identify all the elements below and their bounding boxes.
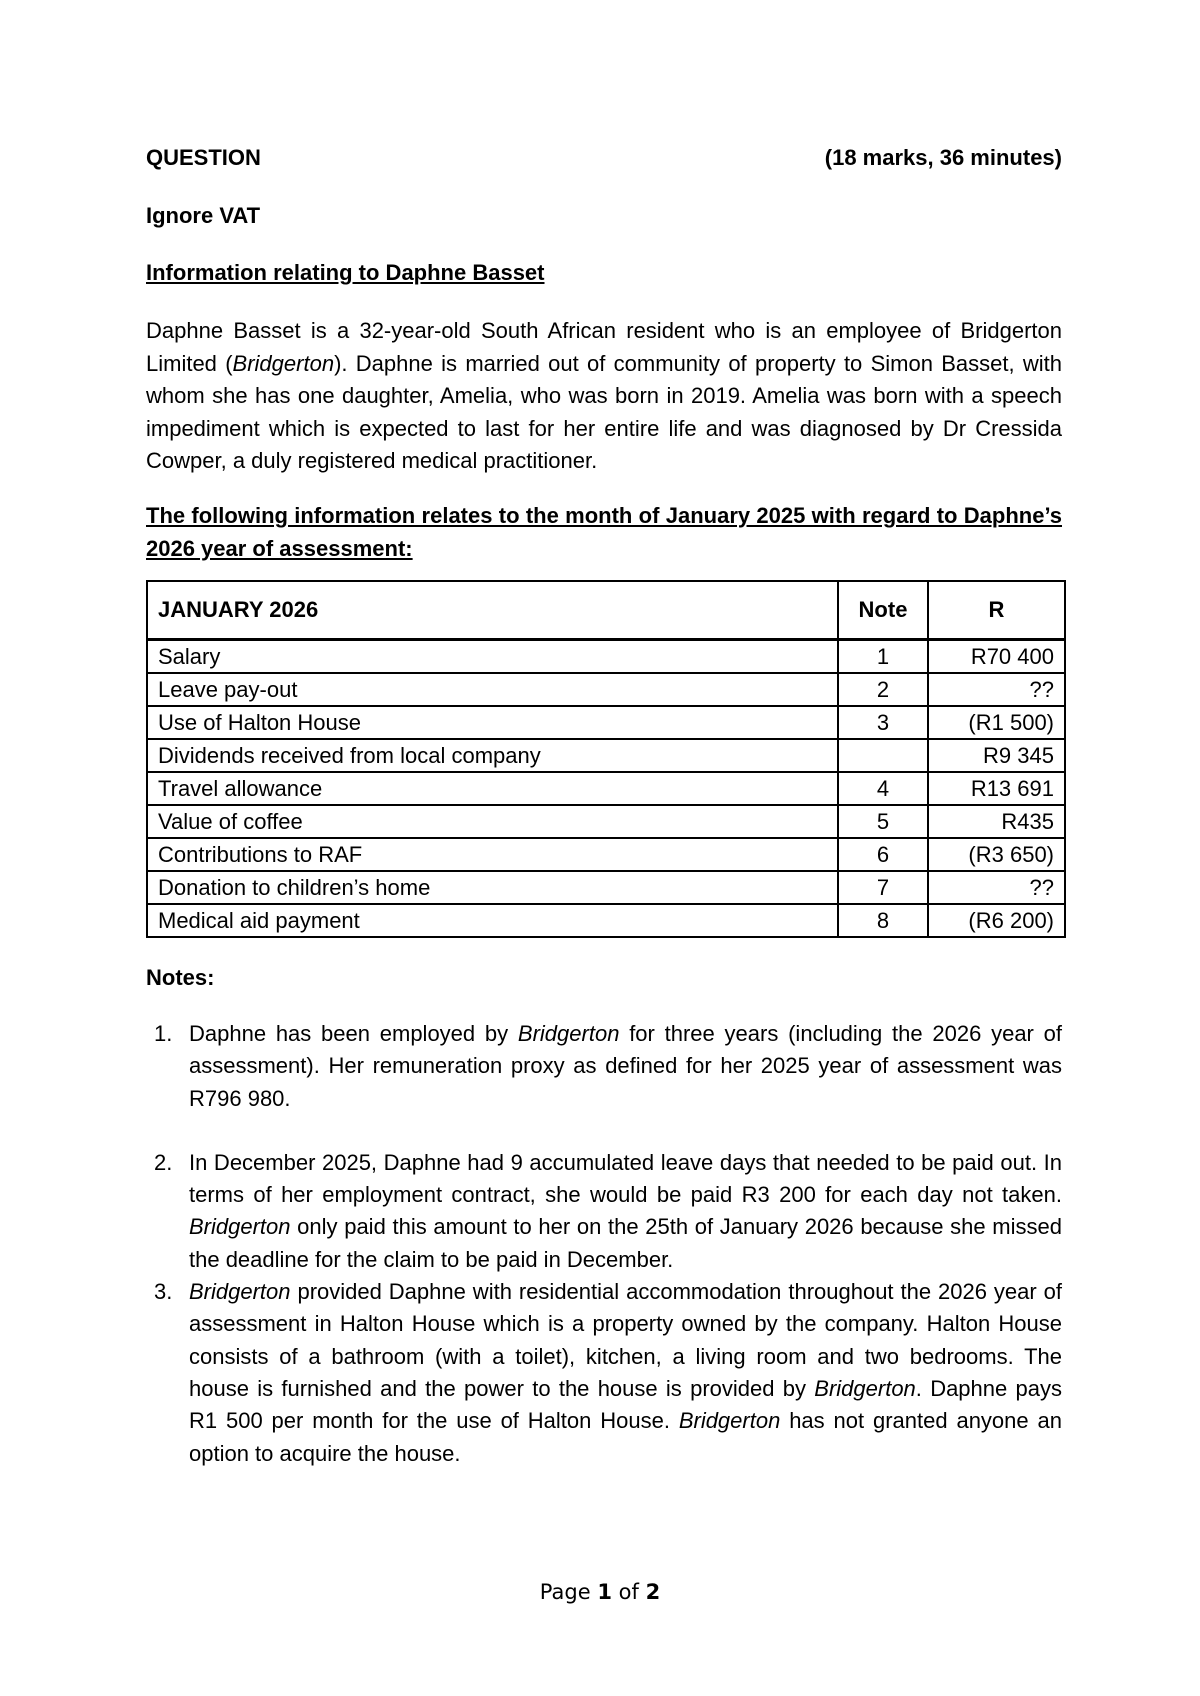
- info-heading: Information relating to Daphne Basset: [146, 260, 545, 285]
- table-row: [147, 640, 1065, 674]
- row-item: Salary: [147, 640, 838, 674]
- intro-italic: Bridgerton: [232, 350, 335, 376]
- ignore-vat-label: Ignore VAT: [146, 203, 261, 228]
- row-note: 4: [838, 772, 928, 805]
- note-text: Daphne has been employed by: [189, 1021, 518, 1046]
- row-note: 6: [838, 838, 928, 871]
- table-row: [147, 838, 1065, 871]
- income-table: [146, 580, 1066, 938]
- header-item: JANUARY 2026: [147, 581, 838, 640]
- question-header: [146, 145, 1062, 175]
- following-heading: The following information relates to the month of January 2025 with regard to Daphne’s 2026 year of assessment:: [146, 503, 1062, 561]
- row-note: 8: [838, 904, 928, 937]
- note-text: only paid this amount to her on the 25th of January 2026 because she missed the deadline for the claim to be paid in December.: [189, 1214, 1062, 1272]
- row-amount: (R1 500): [928, 706, 1065, 739]
- row-amount: R435: [928, 805, 1065, 838]
- note-number: 1.: [154, 1021, 173, 1046]
- note-italic: Bridgerton: [678, 1408, 781, 1434]
- row-item: Travel allowance: [147, 772, 838, 805]
- table-row: [147, 673, 1065, 706]
- row-amount: R13 691: [928, 772, 1065, 805]
- list-item: [146, 1147, 1062, 1276]
- intro-text-1: Daphne Basset is a 32-year-old South African resident who is an employee of Bridgerton Limited (: [146, 318, 1062, 376]
- marks-label: (18 marks, 36 minutes): [824, 145, 1062, 170]
- header-note: Note: [838, 581, 928, 640]
- notes-list: [146, 1018, 1062, 1470]
- page-number: 1: [597, 1580, 612, 1604]
- note-text: In December 2025, Daphne had 9 accumulated leave days that needed to be paid out. In terms of her employment contract, she would be paid R3 200 for each day not taken.: [189, 1149, 1062, 1208]
- page-word: Page: [539, 1580, 591, 1604]
- row-amount: (R6 200): [928, 904, 1065, 937]
- note-text: . Daphne pays R1 500 per month for the use of Halton House.: [189, 1375, 1063, 1434]
- list-item: [146, 1276, 1062, 1470]
- row-note: 3: [838, 706, 928, 739]
- page-footer: [0, 1580, 1200, 1604]
- note-italic: Bridgerton: [814, 1375, 916, 1401]
- row-amount: R70 400: [928, 640, 1065, 674]
- notes-title: Notes:: [146, 965, 215, 990]
- table-row: [147, 772, 1065, 805]
- row-note: 1: [838, 640, 928, 674]
- row-amount: ??: [928, 673, 1065, 706]
- row-note: [838, 739, 928, 772]
- note-italic: Bridgerton: [189, 1279, 291, 1305]
- table-row: [147, 904, 1065, 937]
- intro-paragraph: [146, 315, 1062, 478]
- row-amount: (R3 650): [928, 838, 1065, 871]
- of-word: of: [618, 1580, 639, 1604]
- intro-text-2: ). Daphne is married out of community of property to Simon Basset, with whom she has one daughter, Amelia, who was born in 2019. Amelia was born with a speech impediment which is expected to last for her entire life and was diagnosed by Dr Cressida Cowper, a duly registered medical practitioner.: [146, 350, 1063, 473]
- note-italic: Bridgerton: [189, 1214, 291, 1240]
- row-note: 5: [838, 805, 928, 838]
- row-item: Medical aid payment: [147, 904, 838, 937]
- row-note: 2: [838, 673, 928, 706]
- note-text: for three years (including the 2026 year of assessment). Her remuneration proxy as defined for her 2025 year of assessment was R796 980.: [189, 1021, 1062, 1111]
- row-item: Use of Halton House: [147, 706, 838, 739]
- table-row: [147, 706, 1065, 739]
- page-total: 2: [645, 1580, 661, 1604]
- row-item: Dividends received from local company: [147, 739, 838, 772]
- row-note: 7: [838, 871, 928, 904]
- row-item: Leave pay-out: [147, 673, 838, 706]
- table-header-row: [147, 581, 1065, 640]
- note-number: 3.: [154, 1279, 173, 1305]
- table-row: [147, 739, 1065, 772]
- table-row: [147, 871, 1065, 904]
- row-item: Value of coffee: [147, 805, 838, 838]
- row-item: Donation to children’s home: [147, 871, 838, 904]
- row-item: Contributions to RAF: [147, 838, 838, 871]
- note-text: has not granted anyone an option to acquire the house.: [189, 1408, 1062, 1466]
- note-number: 2.: [154, 1149, 173, 1175]
- note-italic: Bridgerton: [517, 1021, 620, 1046]
- list-item: [146, 1018, 1062, 1115]
- table-row: [147, 805, 1065, 838]
- row-amount: R9 345: [928, 739, 1065, 772]
- note-text: provided Daphne with residential accommodation throughout the 2026 year of assessment in Halton House which is a property owned by the company. Halton House consists of a bathroom (with a toilet), kitchen, a living room and two bedrooms. The house is furnished and the power to the house is provided by: [189, 1279, 1062, 1401]
- question-label: QUESTION: [146, 145, 261, 170]
- row-amount: ??: [928, 871, 1065, 904]
- header-amount: R: [928, 581, 1065, 640]
